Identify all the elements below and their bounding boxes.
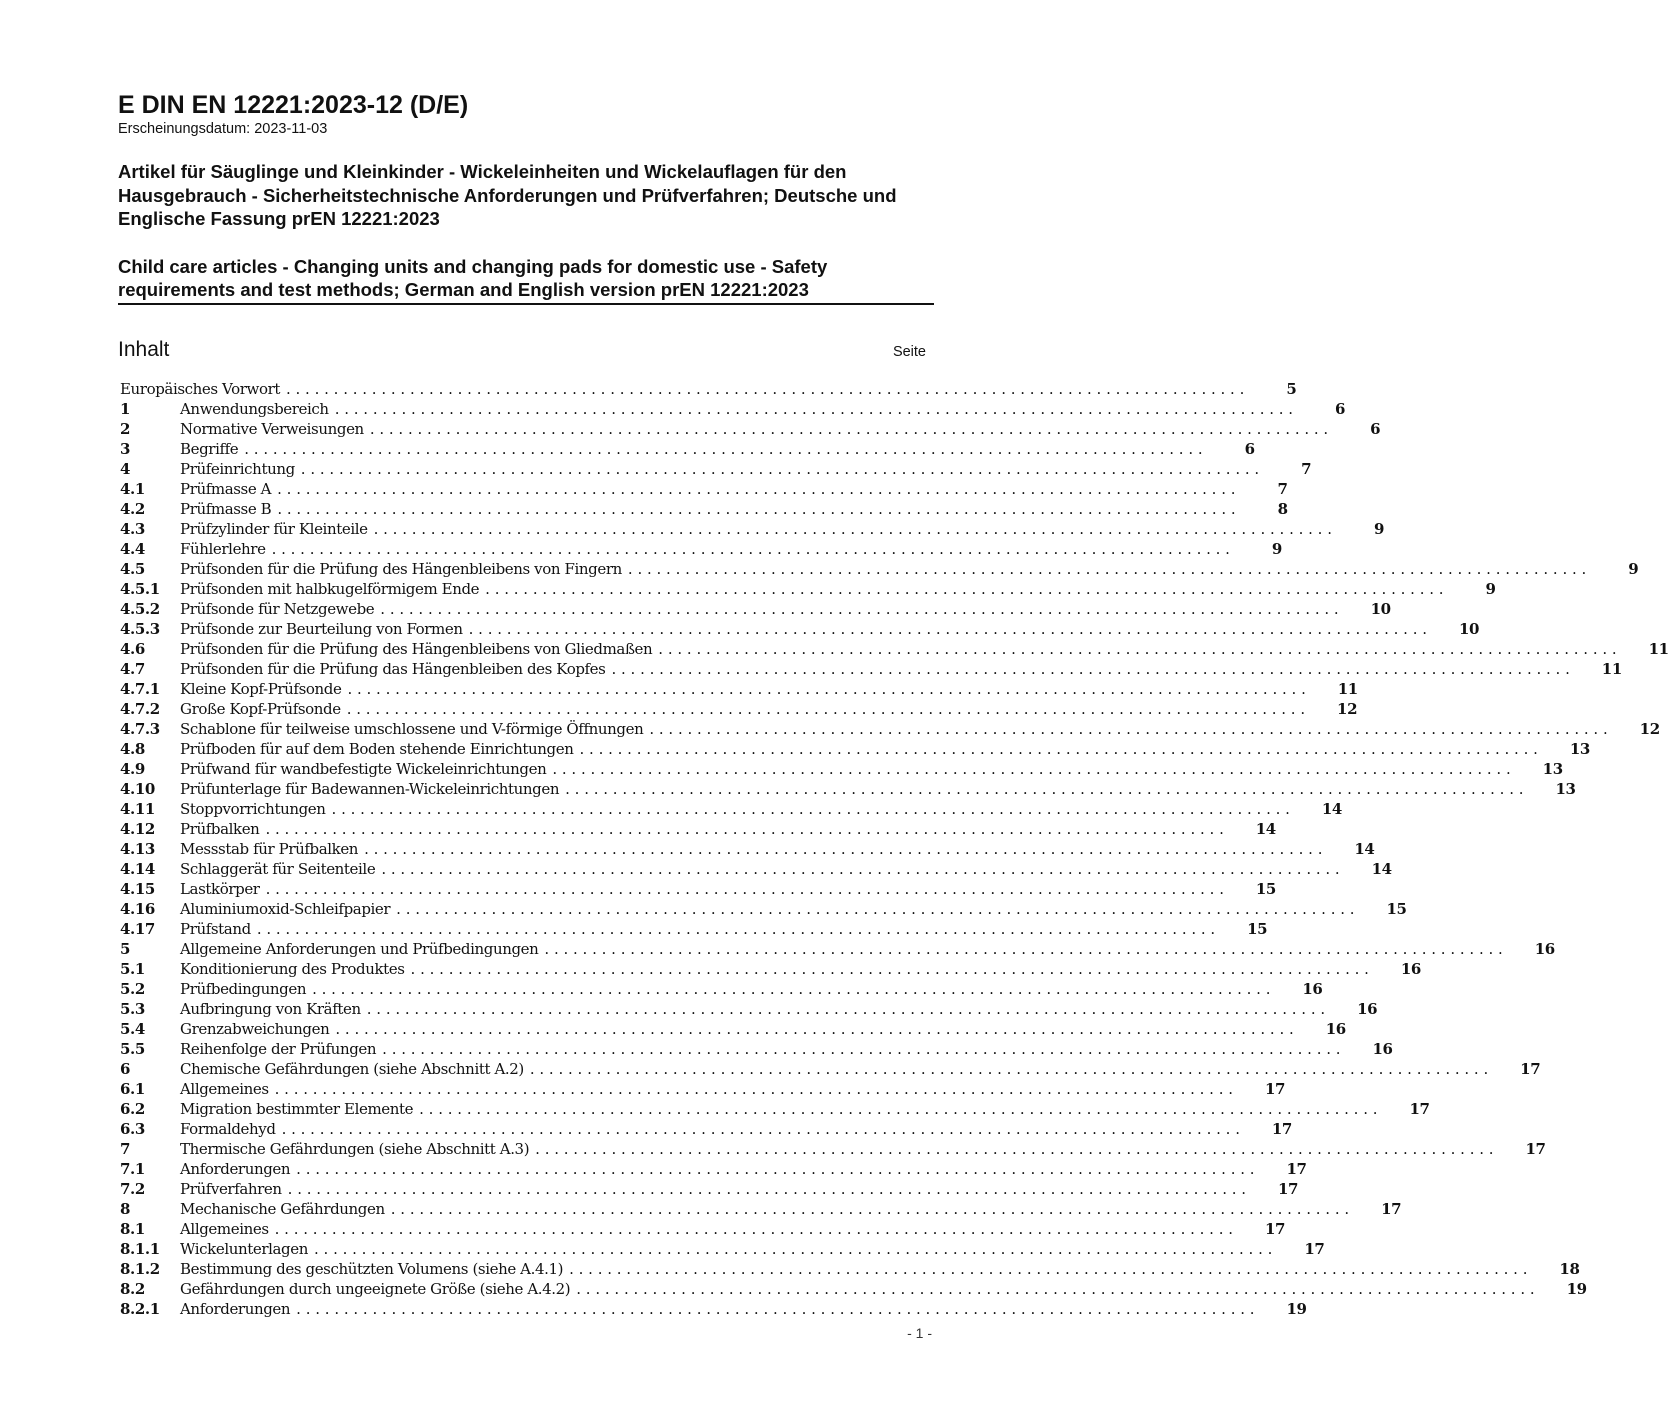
toc-entry-title: Chemische Gefährdungen (siehe Abschnitt A.2) — [180, 1060, 524, 1078]
toc-entry-number: 6.3 — [120, 1120, 145, 1138]
toc-entry-title: Europäisches Vorwort — [120, 380, 280, 398]
toc-entry-title: Anforderungen — [180, 1300, 291, 1318]
toc-entry[interactable] — [120, 919, 1268, 939]
toc-entry-page: 14 — [1255, 820, 1276, 838]
toc-entry-number: 5.3 — [120, 1000, 145, 1018]
toc-heading-row — [118, 338, 926, 366]
toc-entry-title: Große Kopf-Prüfsonde — [180, 700, 341, 718]
toc-entry-title: Anforderungen — [180, 1160, 291, 1178]
toc-leader-dots — [280, 379, 1248, 399]
toc-entry[interactable] — [120, 899, 1407, 919]
toc-leader-dots — [405, 959, 1373, 979]
toc-entry-number: 4.1 — [120, 480, 145, 498]
toc-entry-number: 4.12 — [120, 820, 155, 838]
toc-leader-dots — [306, 979, 1274, 999]
toc-entry[interactable] — [120, 959, 1421, 979]
toc-entry[interactable] — [120, 859, 1392, 879]
toc-entry[interactable] — [120, 1239, 1325, 1259]
toc-entry-number: 6.2 — [120, 1100, 145, 1118]
toc-heading: Inhalt — [118, 338, 170, 361]
toc-leader-dots — [282, 1179, 1250, 1199]
title-english: Child care articles - Changing units and changing pads for domestic use - Safety requirements and test methods; German and English version prEN 12221:2023 — [118, 255, 934, 305]
toc-leader-dots — [271, 499, 1239, 519]
toc-entry-title: Anwendungsbereich — [180, 400, 329, 418]
toc-entry-title: Begriffe — [180, 440, 239, 458]
toc-entry[interactable] — [120, 799, 1342, 819]
toc-entry-page: 10 — [1370, 600, 1391, 618]
toc-entry-title: Grenzabweichungen — [180, 1020, 330, 1038]
toc-entry[interactable] — [120, 579, 1496, 599]
toc-entry-title: Prüfsonden mit halbkugelförmigem Ende — [180, 580, 480, 598]
toc-entry[interactable] — [120, 1119, 1292, 1139]
toc-entry-title: Prüfstand — [180, 920, 251, 938]
toc-leader-dots — [529, 1139, 1497, 1159]
toc-leader-dots — [361, 999, 1329, 1019]
toc-leader-dots — [251, 919, 1219, 939]
toc-leader-dots — [622, 559, 1590, 579]
toc-entry-title: Prüfmasse B — [180, 500, 272, 518]
document-header — [118, 90, 934, 305]
toc-entry[interactable] — [120, 839, 1375, 859]
toc-entry-page: 12 — [1639, 720, 1660, 738]
toc-entry[interactable] — [120, 1259, 1580, 1279]
page-number: - 1 - — [907, 1325, 932, 1341]
toc-entry-title: Prüfboden für auf dem Boden stehende Einrichtungen — [180, 740, 574, 758]
toc-entry-title: Stoppvorrichtungen — [180, 800, 326, 818]
toc-entry-page: 17 — [1409, 1100, 1430, 1118]
toc-entry-number: 4.5 — [120, 560, 145, 578]
toc-leader-dots — [574, 739, 1542, 759]
toc-entry[interactable] — [120, 519, 1384, 539]
toc-entry-number: 4.4 — [120, 540, 145, 558]
toc-entry-page: 16 — [1372, 1040, 1393, 1058]
toc-leader-dots — [376, 1039, 1344, 1059]
toc-entry-page: 11 — [1337, 680, 1358, 698]
toc-entry-title: Prüfbedingungen — [180, 980, 307, 998]
toc-entry-page: 17 — [1264, 1080, 1286, 1098]
toc-entry-title: Aluminiumoxid-Schleifpapier — [180, 900, 391, 918]
toc-entry[interactable] — [120, 659, 1622, 679]
toc-entry-title: Allgemeine Anforderungen und Prüfbedingungen — [180, 940, 539, 958]
toc-leader-dots — [276, 1119, 1244, 1139]
toc-entry[interactable] — [120, 939, 1555, 959]
toc-entry-page: 18 — [1559, 1260, 1580, 1278]
toc-entry-title: Fühlerlehre — [180, 540, 266, 558]
toc-entry-page: 17 — [1381, 1200, 1402, 1218]
toc-entry-page: 13 — [1555, 780, 1576, 798]
toc-entry[interactable] — [120, 399, 1346, 419]
toc-leader-dots — [413, 1099, 1381, 1119]
toc-entry-number: 5.2 — [120, 980, 145, 998]
toc-entry-title: Prüfverfahren — [180, 1180, 282, 1198]
toc-entry-title: Prüfbalken — [180, 820, 260, 838]
toc-entry-page: 13 — [1569, 740, 1590, 758]
toc-entry-number: 4.5.3 — [120, 620, 160, 638]
toc-entry[interactable] — [120, 1219, 1286, 1239]
toc-entry[interactable] — [120, 819, 1276, 839]
toc-entry-number: 6 — [120, 1060, 131, 1078]
toc-entry[interactable] — [120, 699, 1358, 719]
toc-entry[interactable] — [120, 459, 1312, 479]
toc-entry-page: 17 — [1277, 1180, 1299, 1198]
toc-entry-title: Prüfsonden für die Prüfung des Hängenbleibens von Fingern — [180, 560, 622, 578]
toc-entry-number: 8.2 — [120, 1280, 145, 1298]
toc-entry-number: 7.1 — [120, 1160, 145, 1178]
toc-entry-title: Prüfunterlage für Badewannen-Wickeleinrichtungen — [180, 780, 560, 798]
toc-entry-page: 13 — [1542, 760, 1563, 778]
toc-entry-number: 4.9 — [120, 760, 145, 778]
toc-entry-number: 4.7.3 — [120, 720, 160, 738]
toc-entry[interactable] — [120, 779, 1576, 799]
toc-entry-title: Mechanische Gefährdungen — [180, 1200, 385, 1218]
toc-entry-title: Allgemeines — [180, 1080, 269, 1098]
toc-entry-number: 5.4 — [120, 1020, 145, 1038]
toc-entry-page: 9 — [1485, 580, 1496, 598]
toc-page-label: Seite — [892, 344, 926, 360]
toc-leader-dots — [390, 899, 1358, 919]
toc-entry[interactable] — [120, 759, 1563, 779]
toc-entry-number: 4.15 — [120, 880, 155, 898]
publication-date: Erscheinungsdatum: 2023-11-03 — [118, 121, 328, 137]
toc-leader-dots — [341, 699, 1309, 719]
toc-entry-page: 16 — [1302, 980, 1323, 998]
toc-leader-dots — [538, 939, 1506, 959]
toc-entry-number: 8.2.1 — [120, 1300, 160, 1318]
toc-leader-dots — [326, 799, 1294, 819]
toc-entry-number: 5.1 — [120, 960, 145, 978]
toc-entry[interactable] — [120, 1139, 1546, 1159]
toc-entry-page: 17 — [1264, 1220, 1286, 1238]
toc-entry-page: 17 — [1286, 1160, 1307, 1178]
toc-entry-title: Lastkörper — [180, 880, 260, 898]
toc-entry-number: 4.10 — [120, 780, 155, 798]
toc-leader-dots — [269, 1079, 1237, 1099]
toc-entry-title: Prüfeinrichtung — [180, 460, 295, 478]
toc-leader-dots — [559, 779, 1527, 799]
toc-entry-title: Aufbringung von Kräften — [180, 1000, 361, 1018]
toc-entry-number: 4.7.2 — [120, 700, 160, 718]
toc-entry-title: Prüfsonden für die Prüfung des Hängenbleibens von Gliedmaßen — [180, 640, 653, 658]
toc-entry[interactable] — [120, 739, 1590, 759]
toc-leader-dots — [364, 419, 1332, 439]
toc-entry-page: 9 — [1373, 520, 1384, 538]
toc-entry-number: 4.7.1 — [120, 680, 160, 698]
toc-leader-dots — [546, 759, 1514, 779]
toc-entry-page: 17 — [1520, 1060, 1541, 1078]
toc-entry-number: 4.3 — [120, 520, 145, 538]
toc-leader-dots — [605, 659, 1573, 679]
toc-entry[interactable] — [120, 1039, 1393, 1059]
toc-entry[interactable] — [120, 1159, 1307, 1179]
toc-leader-dots — [385, 1199, 1353, 1219]
toc-entry-title: Prüfmasse A — [180, 480, 272, 498]
toc-entry-title: Prüfsonden für die Prüfung das Hängenbleiben des Kopfes — [180, 660, 606, 678]
toc-entry-page: 16 — [1534, 940, 1555, 958]
toc-entry-title: Schlaggerät für Seitenteile — [180, 860, 376, 878]
toc-entry[interactable] — [120, 979, 1323, 999]
toc-leader-dots — [329, 1019, 1297, 1039]
toc-entry-title: Kleine Kopf-Prüfsonde — [180, 680, 342, 698]
toc-entry-page: 15 — [1386, 900, 1407, 918]
toc-entry[interactable] — [120, 479, 1288, 499]
toc-entry-page: 8 — [1277, 500, 1288, 518]
toc-entry-number: 5.5 — [120, 1040, 145, 1058]
toc-leader-dots — [368, 519, 1336, 539]
toc-entry-page: 5 — [1286, 380, 1297, 398]
table-of-contents — [120, 379, 1669, 1319]
toc-entry-page: 11 — [1648, 640, 1669, 658]
toc-entry-page: 17 — [1525, 1140, 1546, 1158]
toc-entry[interactable] — [120, 1019, 1346, 1039]
toc-entry[interactable] — [120, 999, 1378, 1019]
toc-leader-dots — [374, 599, 1342, 619]
toc-entry-page: 19 — [1566, 1280, 1587, 1298]
toc-entry-page: 14 — [1371, 860, 1392, 878]
toc-leader-dots — [358, 839, 1326, 859]
toc-entry-number: 8.1.1 — [120, 1240, 160, 1258]
toc-leader-dots — [290, 1159, 1258, 1179]
toc-leader-dots — [271, 479, 1239, 499]
toc-leader-dots — [524, 1059, 1492, 1079]
toc-entry-title: Prüfwand für wandbefestigte Wickeleinrichtungen — [180, 760, 547, 778]
toc-entry-number: 4.16 — [120, 900, 155, 918]
toc-entry-title: Reihenfolge der Prüfungen — [180, 1040, 377, 1058]
toc-entry-number: 5 — [120, 940, 131, 958]
toc-leader-dots — [341, 679, 1309, 699]
toc-entry-title: Migration bestimmter Elemente — [180, 1100, 414, 1118]
toc-entry-title: Thermische Gefährdungen (siehe Abschnitt A.3) — [180, 1140, 530, 1158]
toc-entry-number: 4.5.1 — [120, 580, 160, 598]
toc-leader-dots — [308, 1239, 1276, 1259]
toc-entry[interactable] — [120, 559, 1639, 579]
toc-leader-dots — [563, 1259, 1531, 1279]
toc-entry[interactable] — [120, 719, 1660, 739]
toc-entry-page: 6 — [1335, 400, 1346, 418]
toc-entry-page: 15 — [1255, 880, 1276, 898]
toc-entry-page: 15 — [1247, 920, 1268, 938]
toc-entry-page: 19 — [1286, 1300, 1307, 1318]
toc-entry-page: 17 — [1304, 1240, 1325, 1258]
toc-entry[interactable] — [120, 639, 1669, 659]
toc-entry[interactable] — [120, 1279, 1587, 1299]
toc-entry-title: Konditionierung des Produktes — [180, 960, 405, 978]
title-german: Artikel für Säuglinge und Kleinkinder - Wickeleinheiten und Wickelauflagen für den Hausgebrauch - Sicherheitstechnische Anforderungen und Prüfverfahren; Deutsche und Englische Fassung prEN 12221:2023 — [118, 161, 897, 229]
toc-entry-title: Allgemeines — [180, 1220, 269, 1238]
toc-leader-dots — [570, 1279, 1538, 1299]
toc-entry[interactable] — [120, 619, 1480, 639]
toc-entry-number: 4.13 — [120, 840, 155, 858]
toc-entry-foreword[interactable] — [120, 379, 1297, 399]
toc-leader-dots — [479, 579, 1447, 599]
toc-entry-page: 16 — [1400, 960, 1421, 978]
toc-entry-page: 12 — [1337, 700, 1358, 718]
toc-entry[interactable] — [120, 1099, 1430, 1119]
toc-entry[interactable] — [120, 1079, 1286, 1099]
toc-entry-number: 4.8 — [120, 740, 145, 758]
toc-entry-page: 7 — [1301, 460, 1312, 478]
toc-entry-number: 4.7 — [120, 660, 145, 678]
toc-entry-number: 8.1.2 — [120, 1260, 160, 1278]
toc-entry-number: 8 — [120, 1200, 131, 1218]
toc-entry-title: Bestimmung des geschützten Volumens (siehe A.4.1) — [180, 1260, 564, 1278]
toc-entry-title: Schablone für teilweise umschlossene und V-förmige Öffnungen — [180, 720, 644, 738]
toc-entry-title: Prüfsonde für Netzgewebe — [180, 600, 375, 618]
toc-leader-dots — [295, 459, 1263, 479]
toc-entry-page: 7 — [1277, 480, 1288, 498]
toc-entry[interactable] — [120, 599, 1391, 619]
document-number: E DIN EN 12221:2023-12 (D/E) — [118, 91, 469, 119]
toc-entry-number: 6.1 — [120, 1080, 145, 1098]
toc-entry[interactable] — [120, 1179, 1299, 1199]
toc-entry-number: 4 — [120, 460, 131, 478]
toc-entry-page: 16 — [1325, 1020, 1346, 1038]
toc-entry[interactable] — [120, 1299, 1307, 1319]
toc-entry-page: 9 — [1628, 560, 1639, 578]
toc-leader-dots — [463, 619, 1431, 639]
toc-entry-title: Formaldehyd — [180, 1120, 276, 1138]
toc-leader-dots — [266, 539, 1234, 559]
toc-entry-title: Prüfzylinder für Kleinteile — [180, 520, 368, 538]
toc-leader-dots — [643, 719, 1611, 739]
toc-entry-number: 1 — [120, 400, 131, 418]
toc-entry-page: 14 — [1354, 840, 1375, 858]
toc-entry-title: Gefährdungen durch ungeeignete Größe (siehe A.4.2) — [180, 1280, 571, 1298]
toc-entry-title: Prüfsonde zur Beurteilung von Formen — [180, 620, 463, 638]
toc-entry[interactable] — [120, 1199, 1402, 1219]
toc-entry-page: 9 — [1271, 540, 1282, 558]
toc-entry-number: 4.6 — [120, 640, 145, 658]
toc-entry-title: Wickelunterlagen — [180, 1240, 308, 1258]
toc-entry-number: 4.17 — [120, 920, 155, 938]
toc-entry-title: Messstab für Prüfbalken — [180, 840, 359, 858]
toc-entry[interactable] — [120, 439, 1255, 459]
toc-leader-dots — [652, 639, 1620, 659]
toc-entry-number: 4.2 — [120, 500, 145, 518]
toc-entry[interactable] — [120, 419, 1381, 439]
toc-entry-number: 8.1 — [120, 1220, 145, 1238]
toc-entry[interactable] — [120, 539, 1282, 559]
toc-entry-page: 17 — [1271, 1120, 1292, 1138]
toc-entry-page: 6 — [1370, 420, 1381, 438]
toc-entry-page: 11 — [1601, 660, 1622, 678]
toc-entry-title: Normative Verweisungen — [180, 420, 364, 438]
toc-entry[interactable] — [120, 879, 1276, 899]
toc-leader-dots — [269, 1219, 1237, 1239]
toc-leader-dots — [290, 1299, 1258, 1319]
toc-entry-number: 7 — [120, 1140, 131, 1158]
toc-entry[interactable] — [120, 499, 1288, 519]
toc-entry-number: 4.14 — [120, 860, 155, 878]
toc-leader-dots — [238, 439, 1206, 459]
toc-entry-page: 6 — [1244, 440, 1255, 458]
toc-leader-dots — [260, 879, 1228, 899]
toc-entry-number: 2 — [120, 420, 131, 438]
toc-leader-dots — [259, 819, 1227, 839]
toc-entry-number: 4.11 — [120, 800, 155, 818]
toc-entry-number: 4.5.2 — [120, 600, 160, 618]
toc-entry-page: 14 — [1321, 800, 1342, 818]
toc-leader-dots — [375, 859, 1343, 879]
toc-entry-page: 10 — [1458, 620, 1480, 638]
toc-entry-number: 7.2 — [120, 1180, 145, 1198]
toc-entry-page: 16 — [1357, 1000, 1378, 1018]
toc-entry[interactable] — [120, 679, 1358, 699]
toc-entry-number: 3 — [120, 440, 131, 458]
toc-entry[interactable] — [120, 1059, 1541, 1079]
toc-leader-dots — [329, 399, 1297, 419]
